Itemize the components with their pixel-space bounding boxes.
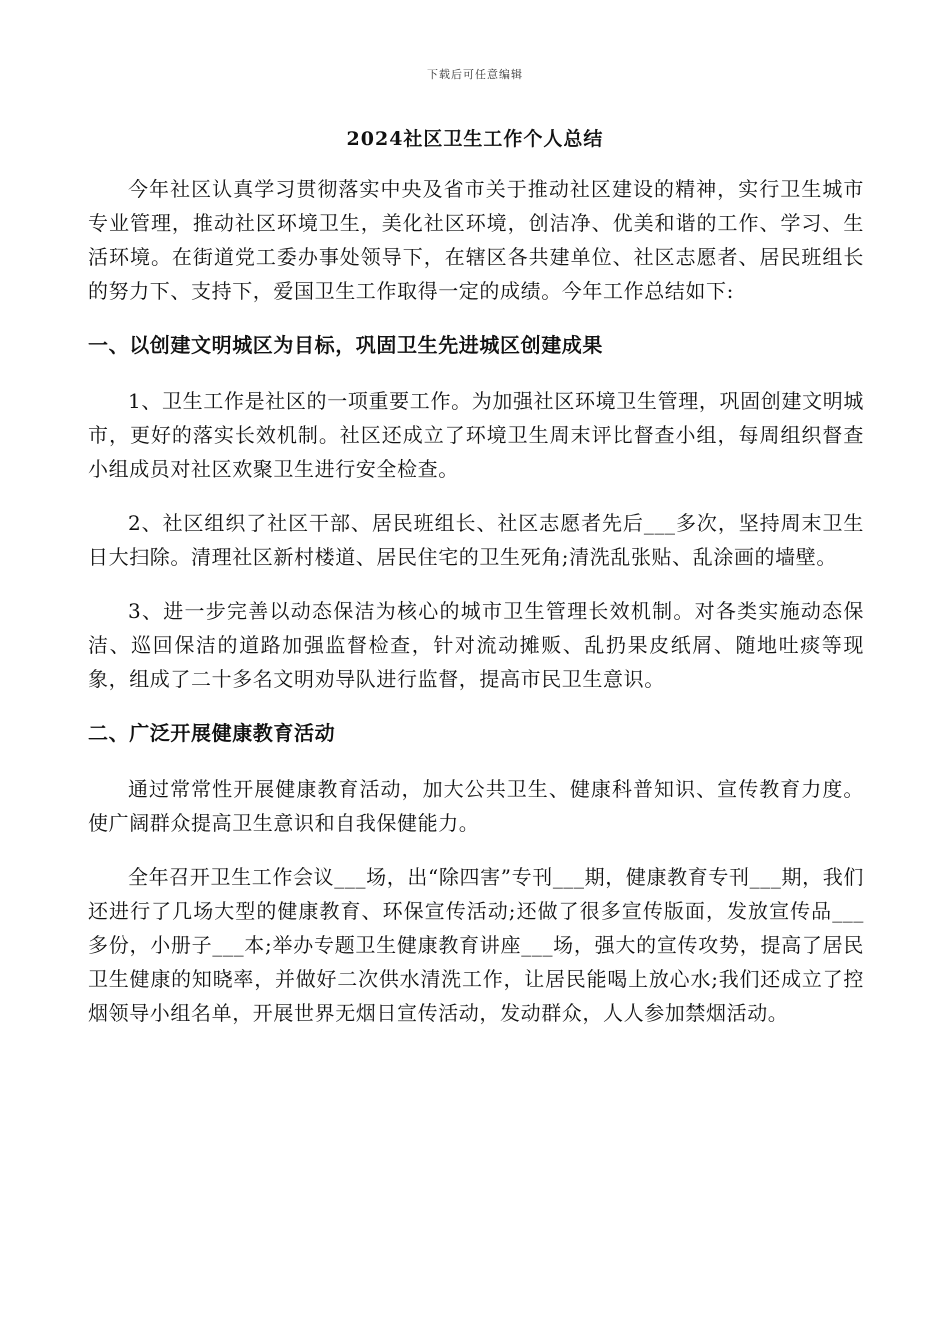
section-heading-2: 二、广泛开展健康教育活动 [88,721,336,745]
document-body [88,172,864,1050]
document-title: 2024社区卫生工作个人总结 [346,128,604,150]
paragraph-2-1: 通过常常性开展健康教育活动，加大公共卫生、健康科普知识、宣传教育力度。使广阔群众提高卫生意识和自我保健能力。 [88,777,864,835]
paragraph-1-3: 3、进一步完善以动态保洁为核心的城市卫生管理长效机制。对各类实施动态保洁、巡回保洁的道路加强监督检查，针对流动摊贩、乱扔果皮纸屑、随地吐痰等现象，组成了二十多名文明劝导队进行监督，提高市民卫生意识。 [88,599,864,691]
header-note: 下载后可任意编辑 [427,68,523,81]
paragraph-1-2: 2、社区组织了社区干部、居民班组长、社区志愿者先后___多次，坚持周末卫生日大扫除。清理社区新村楼道、居民住宅的卫生死角;清洗乱张贴、乱涂画的墙壁。 [88,511,864,569]
paragraph-1-1: 1、卫生工作是社区的一项重要工作。为加强社区环境卫生管理，巩固创建文明城市，更好的落实长效机制。社区还成立了环境卫生周末评比督查小组，每周组织督查小组成员对社区欢聚卫生进行安全检查。 [88,389,864,481]
section-heading-1: 一、以创建文明城区为目标，巩固卫生先进城区创建成果 [88,333,603,357]
intro-paragraph: 今年社区认真学习贯彻落实中央及省市关于推动社区建设的精神，实行卫生城市专业管理，推动社区环境卫生，美化社区环境，创洁净、优美和谐的工作、学习、生活环境。在街道党工委办事处领导下，在辖区各共建单位、社区志愿者、居民班组长的努力下、支持下，爱国卫生工作取得一定的成绩。今年工作总结如下: [88,177,864,303]
paragraph-2-2: 全年召开卫生工作会议___场，出“除四害”专刊___期，健康教育专刊___期，我们还进行了几场大型的健康教育、环保宣传活动;还做了很多宣传版面，发放宣传品___多份，小册子___本;举办专题卫生健康教育讲座___场，强大的宣传攻势，提高了居民卫生健康的知晓率，并做好二次供水清洗工作，让居民能喝上放心水;我们还成立了控烟领导小组名单，开展世界无烟日宣传活动，发动群众，人人参加禁烟活动。 [88,865,864,1025]
